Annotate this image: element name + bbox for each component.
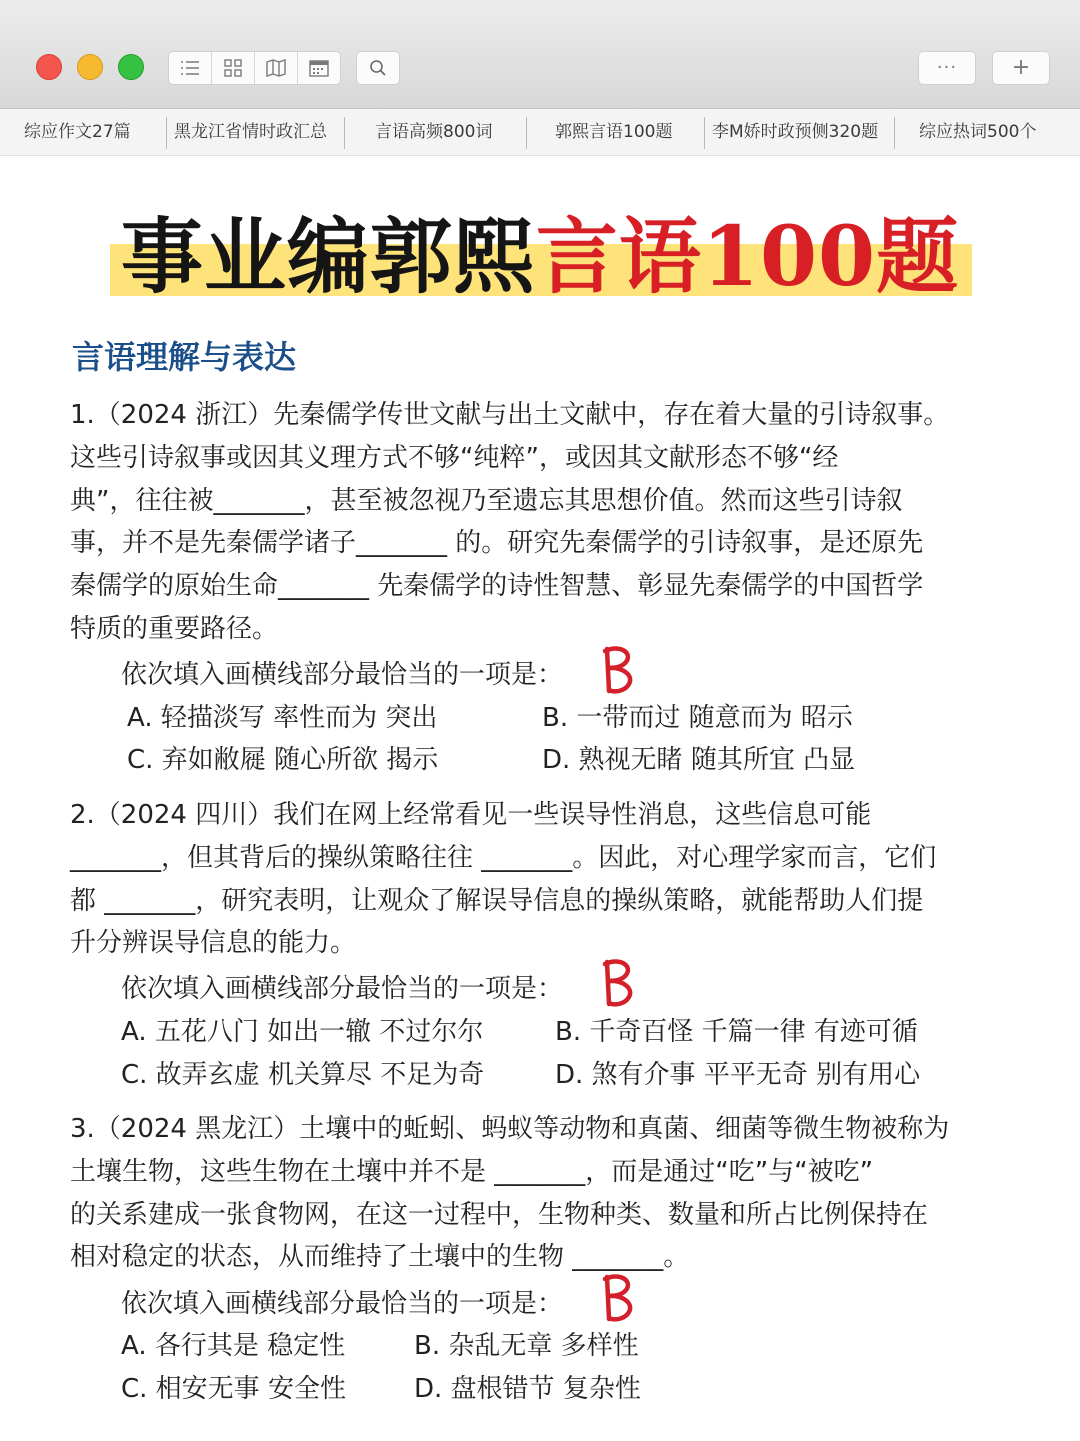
search-button[interactable] <box>356 51 400 85</box>
question-2-text <box>70 794 1015 965</box>
calendar-view-button[interactable] <box>298 52 340 84</box>
map-icon <box>266 59 286 77</box>
question-3-option-b: B. 杂乱无章 多样性 <box>414 1331 639 1361</box>
title-part-black: 事业编郭熙 <box>120 209 536 305</box>
grid-view-button[interactable] <box>212 52 255 84</box>
bookmark-separator <box>166 117 167 149</box>
question-line: 3.（2024 黑龙江）土壤中的蚯蚓、蚂蚁等动物和真菌、细菌等微生物被称为 <box>70 1114 950 1144</box>
question-3-text <box>70 1108 1015 1279</box>
close-window-button[interactable] <box>36 54 62 80</box>
add-button[interactable] <box>992 51 1050 85</box>
bookmark-separator <box>344 117 345 149</box>
question-2-option-c: C. 故弄玄虚 机关算尽 不足为奇 <box>121 1060 485 1090</box>
answer-text: B <box>600 645 601 646</box>
question-line: 土壤生物，这些生物在土壤中并不是 _______，而是通过“吃”与“被吃” <box>70 1156 874 1187</box>
handwritten-answer-mark <box>600 1273 636 1323</box>
bookmark-item[interactable]: 李M娇时政预侧320题 <box>712 122 879 142</box>
handwritten-answer-mark <box>600 645 636 695</box>
question-2-option-b: B. 千奇百怪 千篇一律 有迹可循 <box>555 1017 918 1047</box>
question-2-prompt: 依次填入画横线部分最恰当的一项是： <box>121 974 564 1004</box>
question-1-prompt: 依次填入画横线部分最恰当的一项是： <box>121 660 564 690</box>
grid-icon <box>224 59 242 77</box>
question-line: 2.（2024 四川）我们在网上经常看见一些误导性消息，这些信息可能 <box>70 800 872 830</box>
question-2-option-a: A. 五花八门 如出一辙 不过尔尔 <box>121 1017 484 1047</box>
bookmark-separator <box>894 117 895 149</box>
more-options-button[interactable] <box>918 51 976 85</box>
question-3-option-c: C. 相安无事 安全性 <box>121 1374 346 1404</box>
window-titlebar <box>0 0 1080 109</box>
question-line: 1.（2024 浙江）先秦儒学传世文献与出土文献中，存在着大量的引诗叙事。 <box>70 400 950 430</box>
page-title <box>0 192 1080 309</box>
question-line: 事，并不是先秦儒学诸子_______ 的。研究先秦儒学的引诗叙事，是还原先 <box>70 528 924 559</box>
question-1-option-a: A. 轻描淡写 率性而为 突出 <box>127 703 438 733</box>
question-line: 升分辨误导信息的能力。 <box>70 928 357 959</box>
bookmark-item[interactable]: 综应作文27篇 <box>24 122 131 142</box>
bookmarks-bar <box>0 109 1080 156</box>
question-line: 都 _______，研究表明，让观众了解误导信息的操纵策略，就能帮助人们提 <box>70 885 924 916</box>
question-line: 特质的重要路径。 <box>70 613 279 644</box>
plus-icon: + <box>1011 55 1031 80</box>
question-line: 相对稳定的状态，从而维持了土壤中的生物 _______。 <box>70 1242 690 1273</box>
section-title: 言语理解与表达 <box>72 338 297 376</box>
question-line: 的关系建成一张食物网，在这一过程中，生物种类、数量和所占比例保持在 <box>70 1199 929 1230</box>
bookmark-separator <box>526 117 527 149</box>
question-3-prompt: 依次填入画横线部分最恰当的一项是： <box>121 1289 564 1319</box>
question-3-option-a: A. 各行其是 稳定性 <box>121 1331 346 1361</box>
title-part-red: 言语100题 <box>535 209 960 305</box>
question-1-option-b: B. 一带而过 随意而为 昭示 <box>542 703 853 733</box>
bookmark-item[interactable]: 综应热词500个 <box>919 122 1037 142</box>
minimize-window-button[interactable] <box>77 54 103 80</box>
map-view-button[interactable] <box>255 52 298 84</box>
bookmark-item[interactable]: 黑龙江省情时政汇总 <box>174 122 327 142</box>
question-line: 这些引诗叙事或因其义理方式不够“纯粹”，或因其文献形态不够“经 <box>70 442 839 473</box>
answer-text: B <box>600 958 601 959</box>
bookmark-item[interactable]: 言语高频800词 <box>375 122 493 142</box>
answer-text: B <box>600 1273 601 1274</box>
zoom-window-button[interactable] <box>118 54 144 80</box>
question-1-option-d: D. 熟视无睹 随其所宜 凸显 <box>542 745 856 775</box>
question-line: _______，但其背后的操纵策略往往 _______。因此，对心理学家而言，它们 <box>70 842 937 873</box>
question-line: 秦儒学的原始生命_______ 先秦儒学的诗性智慧、彰显先秦儒学的中国哲学 <box>70 571 924 602</box>
list-view-button[interactable] <box>169 52 212 84</box>
handwritten-answer-mark <box>600 958 636 1008</box>
view-switcher <box>168 51 341 85</box>
question-3-option-d: D. 盘根错节 复杂性 <box>414 1374 641 1404</box>
bookmark-separator <box>704 117 705 149</box>
search-icon <box>369 59 387 77</box>
question-2-option-d: D. 煞有介事 平平无奇 别有用心 <box>555 1060 921 1090</box>
list-icon <box>180 60 200 76</box>
question-line: 典”，往往被_______，甚至被忽视乃至遗忘其思想价值。然而这些引诗叙 <box>70 485 903 516</box>
more-icon: ··· <box>936 57 958 78</box>
calendar-icon <box>309 59 329 77</box>
question-1-text <box>70 394 1015 651</box>
bookmark-item[interactable]: 郭熙言语100题 <box>555 122 673 142</box>
question-1-option-c: C. 弃如敝屣 随心所欲 揭示 <box>127 745 439 775</box>
